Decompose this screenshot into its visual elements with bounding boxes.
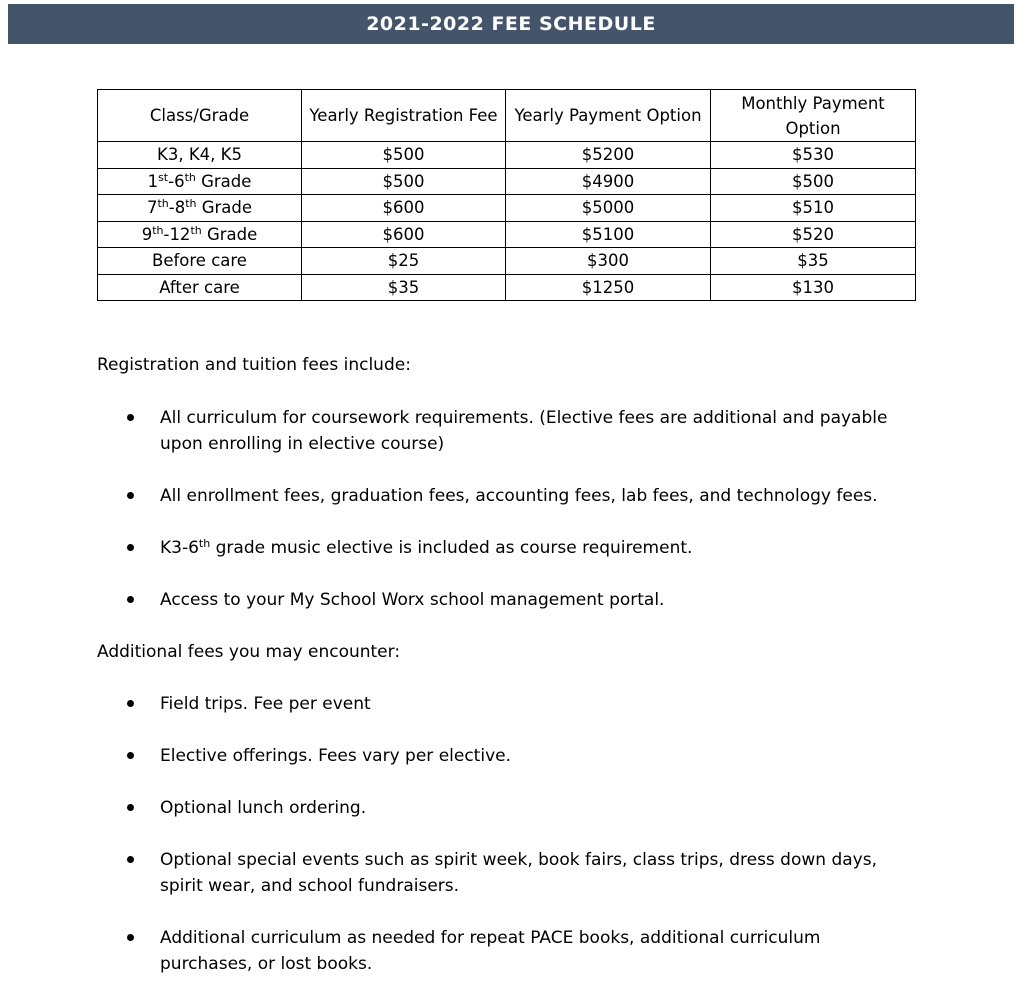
- text-segment: After care: [159, 277, 240, 297]
- list-item: [97, 405, 897, 457]
- superscript: th: [152, 223, 164, 237]
- superscript: th: [198, 537, 211, 550]
- cell-yearly-payment: $300: [506, 248, 711, 275]
- table-header-row: [98, 90, 916, 142]
- cell-class-grade: [98, 248, 302, 275]
- text-segment: Access to your My School Worx school management portal.: [160, 590, 665, 610]
- cell-class-grade: [98, 274, 302, 301]
- cell-registration-fee: $25: [302, 248, 506, 275]
- cell-registration-fee: $600: [302, 221, 506, 248]
- table-row: [98, 248, 916, 275]
- list-item: [97, 587, 897, 613]
- additional-list: [97, 691, 897, 977]
- text-segment: Grade: [201, 224, 258, 244]
- text-segment: Before care: [152, 251, 247, 271]
- cell-monthly-payment: $35: [711, 248, 916, 275]
- cell-registration-fee: $35: [302, 274, 506, 301]
- cell-registration-fee: $500: [302, 168, 506, 195]
- fee-table-body: [98, 142, 916, 301]
- column-header-yearly-payment: Yearly Payment Option: [506, 90, 711, 142]
- cell-class-grade: [98, 142, 302, 169]
- superscript: st: [158, 170, 169, 184]
- bullet-icon: [127, 414, 134, 421]
- text-segment: -8: [168, 198, 186, 218]
- cell-yearly-payment: $1250: [506, 274, 711, 301]
- page-title-banner: [8, 4, 1014, 44]
- superscript: th: [184, 170, 196, 184]
- cell-class-grade: [98, 221, 302, 248]
- cell-monthly-payment: $510: [711, 195, 916, 222]
- table-row: [98, 142, 916, 169]
- cell-registration-fee: $600: [302, 195, 506, 222]
- bullet-icon: [127, 934, 134, 941]
- text-segment: Field trips. Fee per event: [160, 694, 371, 714]
- text-segment: grade music elective is included as course requirement.: [210, 538, 693, 558]
- list-item: [97, 847, 897, 899]
- text-segment: Grade: [196, 198, 253, 218]
- cell-class-grade: [98, 195, 302, 222]
- bullet-icon: [127, 700, 134, 707]
- superscript: th: [190, 223, 202, 237]
- text-segment: 7: [146, 198, 158, 218]
- cell-monthly-payment: $130: [711, 274, 916, 301]
- text-segment: Additional curriculum as needed for repeat PACE books, additional curriculum purchases, or lost books.: [160, 928, 821, 974]
- cell-yearly-payment: $5000: [506, 195, 711, 222]
- list-item: [97, 691, 897, 717]
- table-row: [98, 195, 916, 222]
- text-segment: K3-6: [160, 538, 199, 558]
- text-segment: 9: [141, 224, 153, 244]
- bullet-icon: [127, 492, 134, 499]
- cell-registration-fee: $500: [302, 142, 506, 169]
- list-item: [97, 483, 897, 509]
- text-segment: All curriculum for coursework requirements. (Elective fees are additional and payable upon enrolling in elective course): [160, 408, 888, 454]
- bullet-icon: [127, 752, 134, 759]
- list-item: [97, 925, 897, 977]
- bullet-icon: [127, 856, 134, 863]
- list-item: [97, 535, 897, 561]
- text-segment: Optional lunch ordering.: [160, 798, 367, 818]
- column-header-monthly-payment: Monthly Payment Option: [711, 90, 916, 142]
- additional-heading: Additional fees you may encounter:: [97, 642, 401, 662]
- cell-monthly-payment: $500: [711, 168, 916, 195]
- cell-class-grade: [98, 168, 302, 195]
- cell-yearly-payment: $5100: [506, 221, 711, 248]
- fee-schedule-table: [97, 89, 916, 301]
- superscript: th: [185, 197, 197, 211]
- cell-monthly-payment: $520: [711, 221, 916, 248]
- text-segment: -6: [168, 171, 185, 191]
- cell-yearly-payment: $4900: [506, 168, 711, 195]
- table-row: [98, 221, 916, 248]
- page-title: 2021-2022 FEE SCHEDULE: [366, 13, 656, 35]
- column-header-registration-fee: Yearly Registration Fee: [302, 90, 506, 142]
- text-segment: -12: [163, 224, 191, 244]
- table-row: [98, 274, 916, 301]
- text-segment: 1: [147, 171, 159, 191]
- cell-monthly-payment: $530: [711, 142, 916, 169]
- list-item: [97, 743, 897, 769]
- bullet-icon: [127, 596, 134, 603]
- table-row: [98, 168, 916, 195]
- text-segment: Grade: [195, 171, 252, 191]
- text-segment: All enrollment fees, graduation fees, accounting fees, lab fees, and technology fees.: [160, 486, 878, 506]
- cell-yearly-payment: $5200: [506, 142, 711, 169]
- column-header-class-grade: Class/Grade: [98, 90, 302, 142]
- bullet-icon: [127, 804, 134, 811]
- included-list: [97, 405, 897, 613]
- superscript: th: [157, 197, 169, 211]
- text-segment: K3, K4, K5: [157, 145, 242, 165]
- text-segment: Elective offerings. Fees vary per elective.: [160, 746, 511, 766]
- included-heading: Registration and tuition fees include:: [97, 355, 411, 375]
- bullet-icon: [127, 544, 134, 551]
- list-item: [97, 795, 897, 821]
- text-segment: Optional special events such as spirit week, book fairs, class trips, dress down days, spirit wear, and school fundraisers.: [160, 850, 877, 896]
